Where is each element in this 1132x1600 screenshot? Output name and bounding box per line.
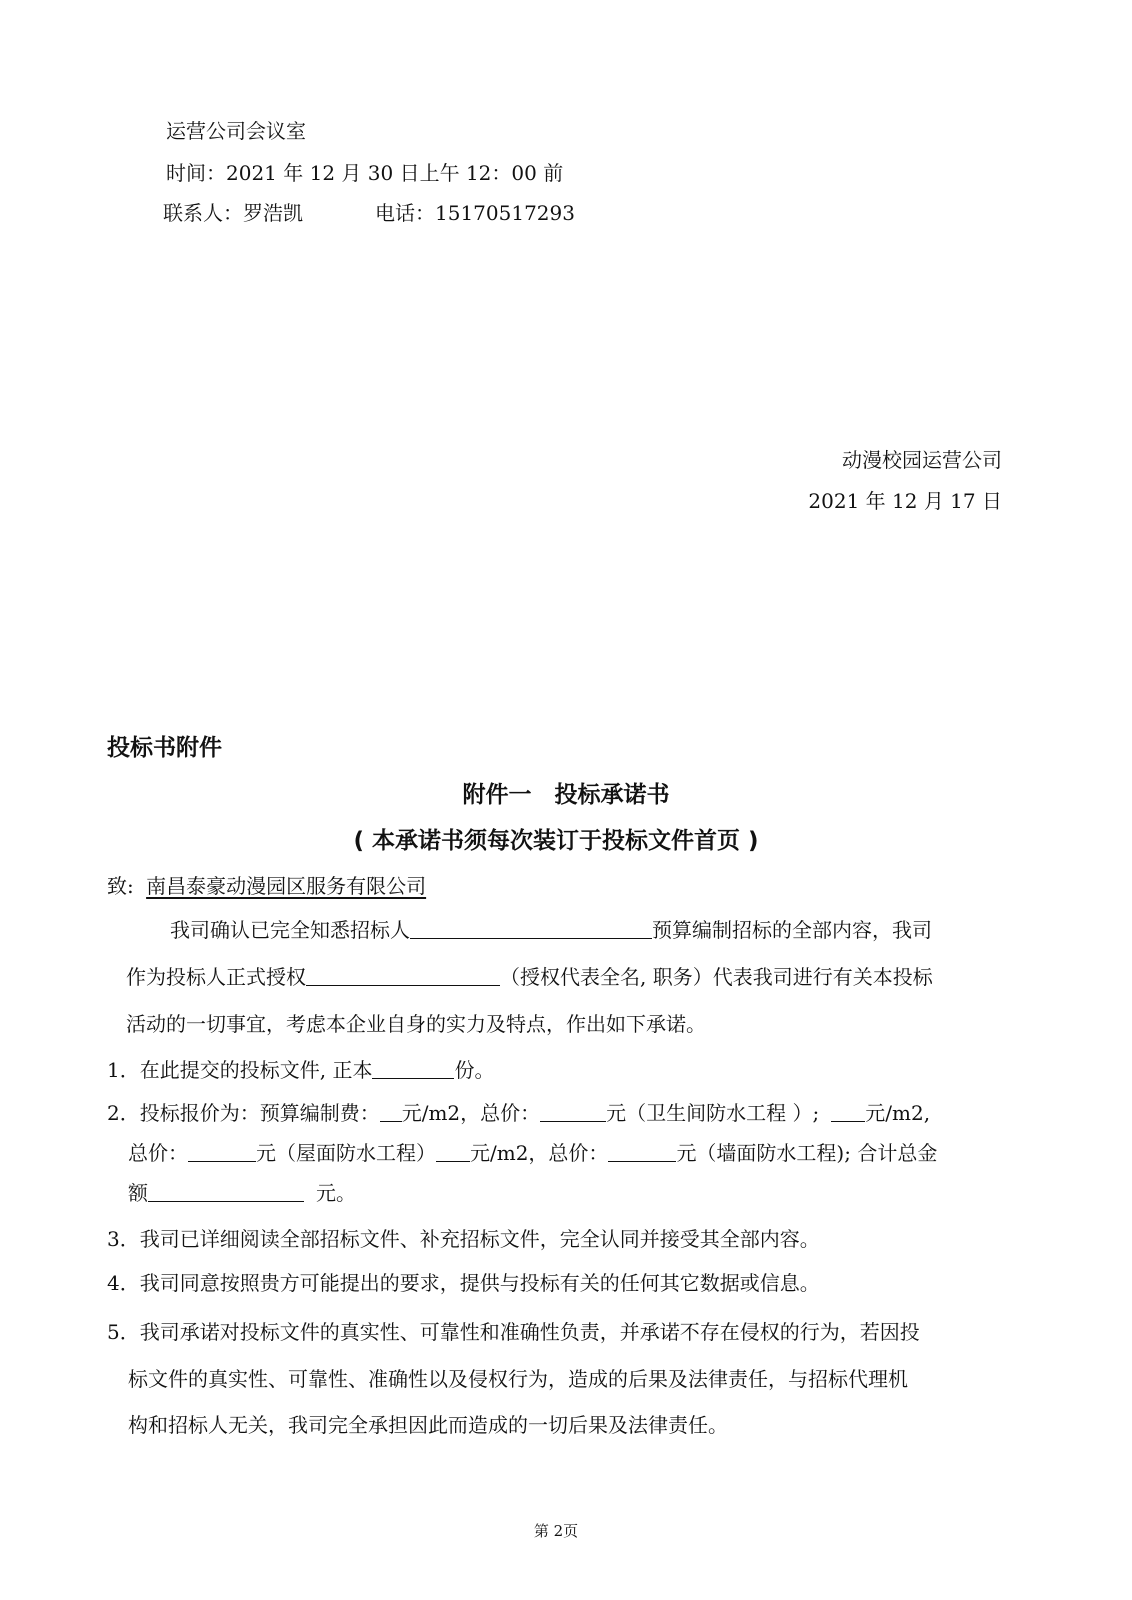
blank-grand-total[interactable] [148,1181,304,1202]
addressee-label: 致: [107,874,134,898]
item-5-line-1: 5．我司承诺对投标文件的真实性、可靠性和准确性负责，并承诺不存在侵权的行为，若因投 [107,1320,920,1344]
intro-text: 预算编制招标的全部内容，我司 [652,918,932,942]
blank-authorized-rep[interactable] [306,965,500,986]
item-4: 4．我司同意按照贵方可能提出的要求，提供与投标有关的任何其它数据或信息。 [107,1271,820,1295]
item-5-line-3: 构和招标人无关，我司完全承担因此而造成的一切后果及法律责任。 [128,1413,728,1437]
issue-date: 2021 年 12 月 17 日 [808,489,1002,513]
addressee-name: 南昌泰豪动漫园区服务有限公司 [146,874,427,898]
blank-total-2[interactable] [188,1141,256,1162]
section-title: 投标书附件 [107,735,222,761]
item-text: 2．投标报价为：预算编制费： [107,1101,380,1125]
item-text: 1．在此提交的投标文件, 正本 [107,1058,373,1082]
item-text: 份。 [454,1058,495,1082]
item-text: 元。 [316,1181,356,1205]
page-number: 第 2页 [533,1522,579,1540]
item-text: 元/m2，总价： [401,1101,541,1125]
blank-copies[interactable] [372,1058,454,1079]
blank-unit-price-3[interactable] [436,1141,470,1162]
blank-total-1[interactable] [540,1101,606,1122]
item-3: 3．我司已详细阅读全部招标文件、补充招标文件，完全认同并接受其全部内容。 [107,1227,820,1251]
attachment-title: 附件一 投标承诺书 [462,782,670,808]
item-2-line-3 [128,1181,356,1205]
intro-text: （授权代表全名, 职务）代表我司进行有关本投标 [500,965,933,989]
item-text: 元/m2，总价： [470,1141,609,1165]
blank-total-3[interactable] [608,1141,676,1162]
blank-unit-price-1[interactable] [380,1101,402,1122]
item-text: 元（墙面防水工程); 合计总金 [676,1141,938,1165]
item-2-line-1 [107,1101,930,1125]
contact-person: 联系人：罗浩凯 [163,201,303,225]
item-text: 元（屋面防水工程） [256,1141,436,1165]
intro-text: 我司确认已完全知悉招标人 [170,918,410,942]
issuer-company: 动漫校园运营公司 [842,448,1002,472]
item-text: 元（卫生间防水工程 ）; [606,1101,820,1125]
blank-tenderer[interactable] [410,918,652,939]
blank-unit-price-2[interactable] [831,1101,865,1122]
intro-line-3: 活动的一切事宜，考虑本企业自身的实力及特点，作出如下承诺。 [126,1012,706,1036]
item-text: 额 [128,1181,148,1205]
item-2-line-2 [128,1141,937,1165]
meeting-location: 运营公司会议室 [166,119,306,143]
item-text: 总价： [128,1141,188,1165]
contact-phone: 电话：15170517293 [375,201,575,225]
item-1 [107,1058,494,1082]
item-text: 元/m2, [865,1101,931,1125]
intro-text: 作为投标人正式授权 [126,965,306,989]
attachment-subtitle: ( 本承诺书须每次装订于投标文件首页 ) [353,828,759,854]
intro-line-1 [170,918,932,942]
addressee-line [107,874,426,898]
item-5-line-2: 标文件的真实性、可靠性、准确性以及侵权行为，造成的后果及法律责任，与招标代理机 [128,1367,908,1391]
intro-line-2 [126,965,933,989]
deadline-time: 时间：2021 年 12 月 30 日上午 12：00 前 [166,161,564,185]
